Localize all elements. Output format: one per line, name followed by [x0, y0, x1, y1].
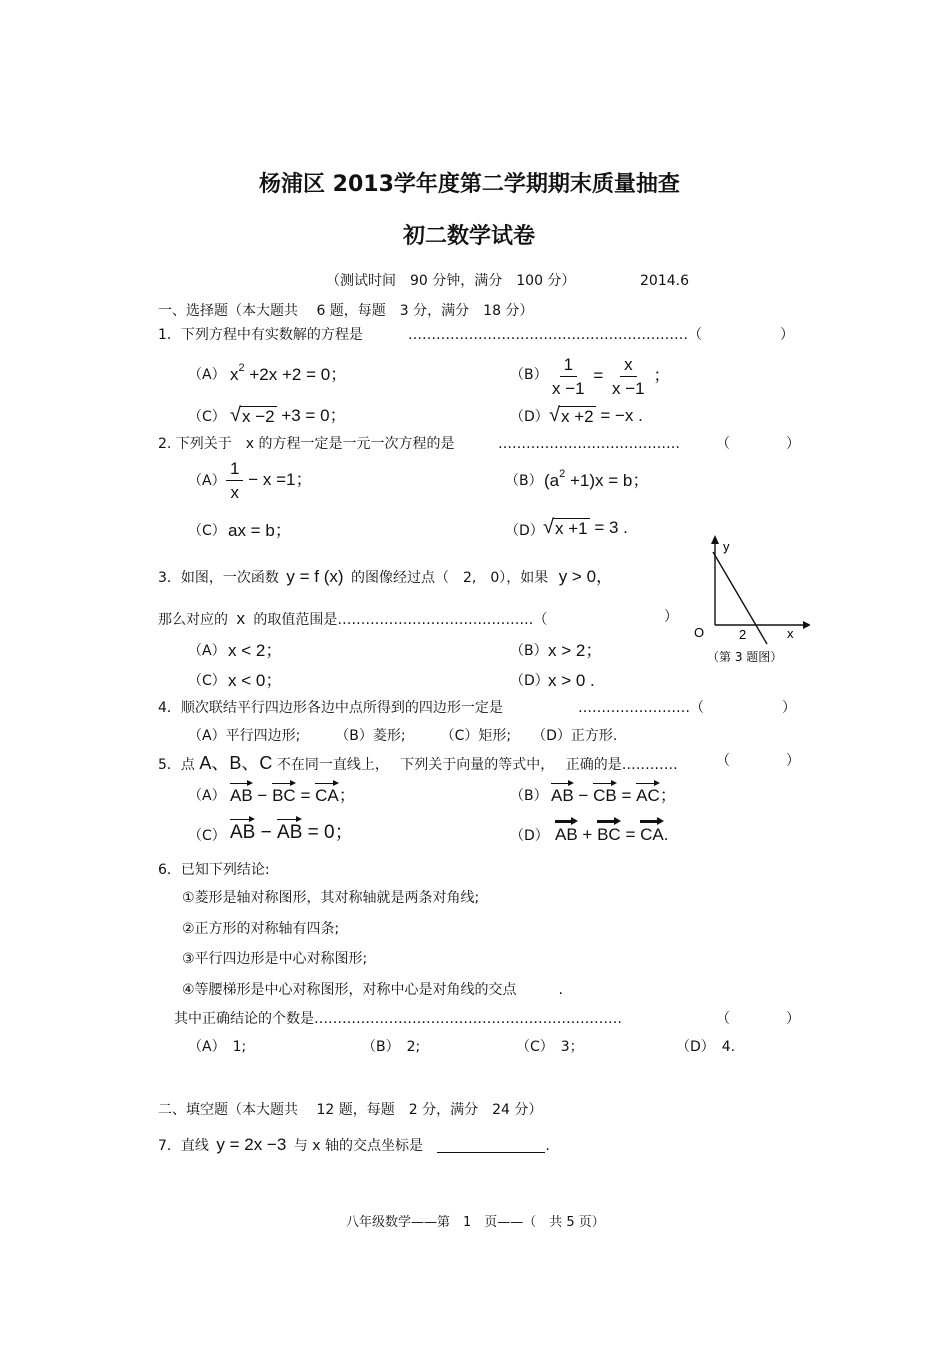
- q5-b-end: ；: [659, 786, 677, 805]
- q6-option-d: （D） 4.: [676, 1039, 736, 1055]
- q5-c-rest: = 0；: [307, 822, 354, 843]
- q5-option-a-label: （A）: [188, 788, 226, 804]
- q3-stem-line1: [158, 568, 613, 585]
- q6-option-a: （A） 1;: [188, 1039, 247, 1055]
- q2-option-c-label: （C）: [188, 523, 226, 539]
- section1-heading: 一、选择题（本大题共 6 题，每题 3 分，满分 18 分）: [158, 303, 534, 319]
- q1-a-rest: +2x +2 = 0；: [249, 365, 348, 384]
- q3-stem-line2a: 那么对应的: [158, 612, 228, 628]
- q5-option-d: [555, 818, 668, 843]
- q1-option-b: [548, 356, 670, 397]
- q4-options: （A）平行四边形; （B）菱形; （C）矩形; （D）正方形.: [188, 728, 618, 744]
- q1-c-sqrt: √ x −2: [230, 404, 275, 426]
- q5-option-b-label: （B）: [510, 788, 548, 804]
- q6-option-c: （C） 3；: [516, 1039, 584, 1055]
- q3-stem-part2: 的图像经过点（ 2, 0），如果: [350, 570, 549, 586]
- q5-a-op: −: [257, 786, 268, 805]
- y-axis-arrow: [711, 535, 719, 544]
- q1-a-x: x: [230, 365, 239, 384]
- exam-date: 2014.6: [640, 273, 689, 289]
- q5-option-a: [230, 781, 356, 804]
- q2-a-frac: $\frac{1}{x}$: [226, 460, 243, 501]
- q1-option-d-label: （D）: [510, 409, 549, 425]
- q6-statement-4: ④等腰梯形是中心对称图形，对称中心是对角线的交点 .: [182, 982, 563, 998]
- q5-option-c: [230, 817, 354, 842]
- q6-statement-3: ③平行四边形是中心对称图形;: [182, 951, 368, 967]
- q1-d-sqrt: √ x +2: [549, 404, 594, 426]
- q4-leader: ……………………（: [578, 700, 704, 716]
- q1-option-c: [230, 405, 347, 425]
- q3-paren: ）: [664, 609, 678, 625]
- q7: [158, 1136, 550, 1153]
- q1-option-c-label: （C）: [188, 409, 226, 425]
- q2-option-a-label: （A）: [188, 473, 226, 489]
- q7-end: .: [545, 1138, 550, 1154]
- q5-b-op: −: [578, 786, 589, 805]
- fig-tick-label: 2: [739, 627, 747, 642]
- q2-b-pre: (a: [544, 471, 560, 490]
- q1-option-b-label: （B）: [510, 367, 548, 383]
- q5-c-vec1: AB: [230, 817, 255, 842]
- q1-stem: 1．下列方程中有实数解的方程是: [158, 327, 363, 343]
- q1-option-a: [230, 362, 348, 384]
- q3-option-c-label: （C）: [188, 673, 226, 689]
- q2-option-b: [544, 468, 650, 490]
- q2-stem: 2. 下列关于 x 的方程一定是一元一次方程的是: [158, 436, 455, 452]
- q3-option-b: x > 2；: [548, 641, 603, 660]
- q3-stem-cond: y > 0，: [558, 567, 614, 586]
- q5-a-end: ；: [338, 786, 356, 805]
- q2-a-rest: − x =1；: [248, 469, 313, 489]
- q2-d-sqrt: √ x +1: [543, 516, 588, 538]
- q2-option-d-label: （D）: [505, 523, 544, 539]
- q3-option-d: x > 0 .: [548, 671, 595, 690]
- q2-option-c: ax = b；: [228, 521, 292, 540]
- q5-d-eq: =: [625, 825, 636, 844]
- q5-b-vec1: AB: [551, 781, 574, 804]
- q5-d-vec3: CA: [640, 818, 664, 843]
- q1-d-rest: = −x .: [600, 406, 643, 425]
- q5-a-vec3: CA: [315, 781, 339, 804]
- page-footer: 八年级数学——第 1 页——（ 共 5 页）: [346, 1215, 605, 1230]
- section2-heading: 二、填空题（本大题共 12 题，每题 2 分，满分 24 分）: [158, 1102, 543, 1118]
- q3-stem-line2b: 的取值范围是……………………………………（: [253, 612, 548, 628]
- q3-stem-part1: 3．如图，一次函数: [158, 570, 279, 586]
- q6-ask: 其中正确结论的个数是…………………………………………………………: [174, 1011, 622, 1027]
- exam-title: 杨浦区 2013学年度第二学期期末质量抽查: [259, 172, 680, 197]
- fig-x-label: x: [787, 626, 794, 641]
- q3-stem-func: y = f (x): [286, 567, 344, 586]
- q1-b-eq: =: [593, 365, 604, 385]
- q5-option-c-label: （C）: [188, 828, 226, 844]
- q3-option-a-label: （A）: [188, 643, 226, 659]
- q2-b-rest: +1)x = b；: [569, 471, 650, 490]
- q5-a-vec2: BC: [272, 781, 296, 804]
- q5-a-vec1: AB: [230, 781, 253, 804]
- x-axis-arrow: [803, 621, 810, 629]
- q1-b-frac1: $\frac{1}{x -1}$: [552, 355, 585, 398]
- q4-stem: 4．顺次联结平行四边形各边中点所得到的四边形一定是: [158, 700, 503, 716]
- q5-stem-points: A、B、C: [199, 753, 273, 773]
- exam-info: （测试时间 90 分钟，满分 100 分）: [326, 273, 576, 289]
- q2-option-d: [543, 517, 628, 537]
- q5-d-vec2: BC: [597, 818, 621, 843]
- q1-paren: ）: [780, 327, 794, 343]
- q3-option-a: x < 2；: [228, 641, 283, 660]
- q5-b-eq: =: [621, 786, 632, 805]
- q4-paren: ）: [782, 700, 796, 716]
- fig-origin-label: O: [694, 625, 705, 640]
- q5-b-vec3: AC: [636, 781, 660, 804]
- q6-statement-2: ②正方形的对称轴有四条;: [182, 921, 340, 937]
- q7-stem: 7．直线: [158, 1138, 209, 1154]
- q5-a-eq: =: [300, 786, 311, 805]
- q2-leader: …………………………………: [498, 436, 680, 452]
- q7-answer-blank[interactable]: [437, 1138, 545, 1153]
- q6-stem: 6．已知下列结论:: [158, 862, 270, 878]
- q7-rest: 与 x 轴的交点坐标是: [293, 1138, 423, 1154]
- q5-d-op: +: [582, 825, 593, 844]
- fig-caption: （第 3 题图）: [707, 650, 783, 664]
- q1-leader: ……………………………………………………（: [408, 327, 702, 343]
- q2-option-b-label: （B）: [505, 473, 543, 489]
- q3-option-d-label: （D）: [510, 673, 549, 689]
- q3-stem-line2x: x: [236, 609, 245, 628]
- q6-paren: （ ）: [716, 1011, 800, 1027]
- q1-option-d: [549, 405, 643, 425]
- q2-paren: （ ）: [716, 436, 800, 452]
- q2-b-exp: 2: [559, 468, 566, 480]
- q1-b-end: ；: [653, 365, 671, 385]
- q6-statement-1: ①菱形是轴对称图形，其对称轴就是两条对角线;: [182, 890, 480, 906]
- q3-option-b-label: （B）: [510, 643, 548, 659]
- q5-d-vec1: AB: [555, 818, 578, 843]
- q5-paren: （ ）: [716, 753, 800, 769]
- q5-d-end: .: [663, 825, 669, 844]
- q3-figure: [685, 530, 810, 670]
- q5-stem-a: 5．点: [158, 757, 195, 773]
- q5-b-vec2: CB: [593, 781, 617, 804]
- q3-stem-line2: [158, 610, 547, 627]
- q5-stem: [158, 754, 678, 772]
- q5-c-vec2: AB: [277, 817, 302, 842]
- q3-option-c: x < 0；: [228, 671, 283, 690]
- q5-c-op: −: [260, 822, 272, 843]
- q7-equation: y = 2x −3: [216, 1135, 287, 1154]
- q6-option-b: （B） 2;: [362, 1039, 421, 1055]
- q1-b-frac2: $\frac{x}{x -1}$: [612, 355, 645, 398]
- q5-stem-b: 不在同一直线上， 下列关于向量的等式中， 正确的是…………: [276, 757, 678, 773]
- q1-option-a-label: （A）: [188, 367, 226, 383]
- q1-a-exp: 2: [238, 362, 245, 374]
- q1-c-rest: +3 = 0；: [281, 406, 347, 425]
- exam-subtitle: 初二数学试卷: [403, 224, 536, 249]
- q5-option-d-label: （D）: [510, 828, 549, 844]
- q2-d-rest: = 3 .: [594, 518, 628, 537]
- fig-y-label: y: [723, 539, 730, 554]
- q2-option-a: [226, 460, 312, 501]
- q5-option-b: [551, 781, 677, 804]
